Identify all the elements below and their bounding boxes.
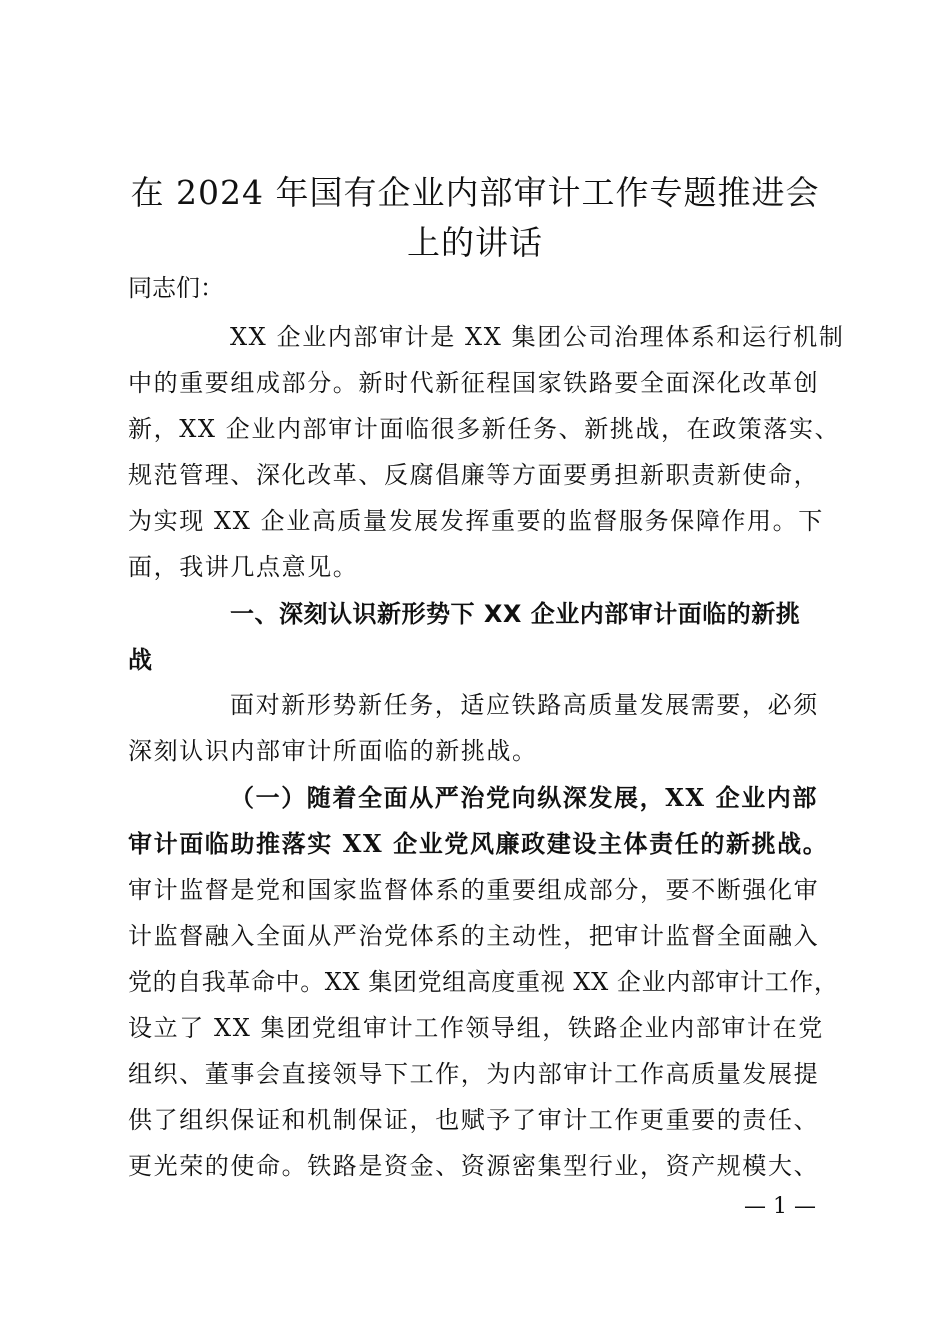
title-line-1: 在 2024 年国有企业内部审计工作专题推进会 (130, 173, 820, 212)
paragraph-1-line-6: 面，我讲几点意见。 (128, 553, 359, 581)
paragraph-1-line-2: 中的重要组成部分。新时代新征程国家铁路要全面深化改革创 (128, 369, 820, 397)
paragraph-3-line-6: 供了组织保证和机制保证，也赋予了审计工作更重要的责任、 (128, 1106, 820, 1134)
paragraph-1-line-1: XX 企业内部审计是 XX 集团公司治理体系和运行机制 (230, 323, 845, 351)
paragraph-3-line-1: 审计监督是党和国家监督体系的重要组成部分，要不断强化审 (128, 876, 820, 904)
paragraph-1-line-4: 规范管理、深化改革、反腐倡廉等方面要勇担新职责新使命， (128, 461, 820, 489)
document-title (110, 168, 840, 268)
paragraph-3-line-7: 更光荣的使命。铁路是资金、资源密集型行业，资产规模大、 (128, 1152, 820, 1180)
subheading-1-line-2: 审计面临助推落实 XX 企业党风廉政建设主体责任的新挑战。 (128, 829, 829, 858)
page-number: — 1 — (744, 1194, 816, 1219)
paragraph-3-line-5: 组织、董事会直接领导下工作，为内部审计工作高质量发展提 (128, 1060, 820, 1088)
paragraph-3-line-3: 党的自我革命中。XX 集团党组高度重视 XX 企业内部审计工作， (128, 968, 839, 996)
paragraph-3-line-4: 设立了 XX 集团党组审计工作领导组，铁路企业内部审计在党 (128, 1014, 824, 1042)
paragraph-2-line-1: 面对新形势新任务，适应铁路高质量发展需要，必须 (230, 691, 819, 719)
paragraph-1-line-5: 为实现 XX 企业高质量发展发挥重要的监督服务保障作用。下 (128, 507, 824, 535)
heading-1-line-2: 战 (128, 646, 153, 674)
paragraph-3-line-2: 计监督融入全面从严治党体系的主动性，把审计监督全面融入 (128, 922, 820, 950)
salutation: 同志们： (128, 274, 224, 302)
subheading-1-line-1: （一）随着全面从严治党向纵深发展，XX 企业内部 (230, 783, 818, 812)
paragraph-2-line-2: 深刻认识内部审计所面临的新挑战。 (128, 737, 538, 765)
paragraph-1-line-3: 新，XX 企业内部审计面临很多新任务、新挑战，在政策落实、 (128, 415, 841, 443)
heading-1-line-1: 一、深刻认识新形势下 XX 企业内部审计面临的新挑 (230, 600, 801, 628)
title-line-2: 上的讲话 (407, 223, 543, 262)
